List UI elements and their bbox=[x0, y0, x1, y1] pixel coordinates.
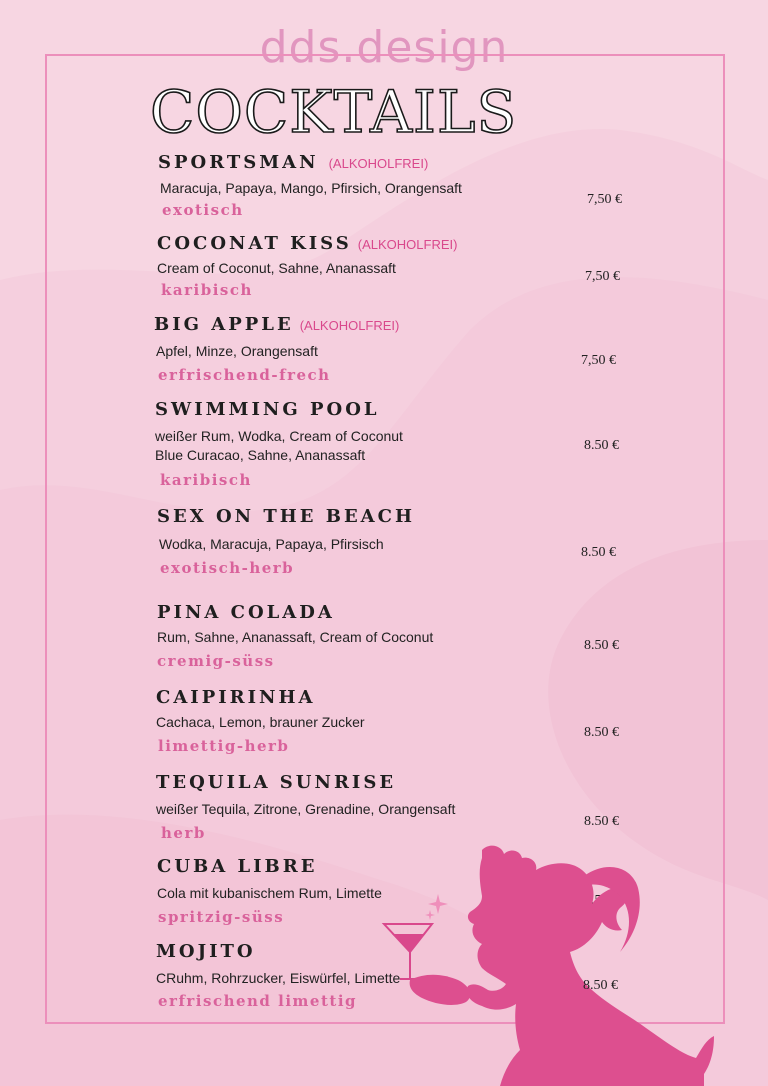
item-note: (ALKOHOLFREI) bbox=[328, 156, 429, 171]
item-price: 8.50 € bbox=[584, 438, 619, 453]
item-name: SPORTSMAN (ALKOHOLFREI) bbox=[158, 152, 429, 173]
item-taste: limettig-herb bbox=[158, 737, 290, 755]
item-taste: cremig-süss bbox=[157, 652, 275, 670]
item-name: SWIMMING POOL bbox=[155, 399, 380, 420]
item-name: CUBA LIBRE bbox=[157, 856, 318, 877]
item-price: 8.50 € bbox=[584, 725, 619, 740]
item-name: CAIPIRINHA bbox=[156, 687, 316, 708]
sparkle-icon bbox=[425, 894, 448, 920]
item-description: Maracuja, Papaya, Mango, Pfirsich, Orangensaft bbox=[160, 180, 462, 196]
item-taste: erfrischend-frech bbox=[158, 366, 331, 384]
menu-item bbox=[154, 314, 399, 384]
menu-item bbox=[157, 856, 382, 926]
girl-with-cocktail-silhouette bbox=[370, 840, 768, 1086]
menu-item bbox=[157, 602, 433, 670]
item-taste: herb bbox=[161, 824, 206, 842]
item-note: (ALKOHOLFREI) bbox=[299, 318, 400, 333]
item-taste: karibisch bbox=[161, 281, 253, 299]
item-name: PINA COLADA bbox=[157, 602, 335, 623]
item-price: 8.50 € bbox=[584, 638, 619, 653]
item-name: MOJITO bbox=[156, 941, 256, 962]
item-taste: exotisch-herb bbox=[160, 559, 295, 577]
item-taste: spritzig-süss bbox=[158, 908, 285, 926]
item-price: 7,50 € bbox=[587, 192, 622, 207]
item-taste: exotisch bbox=[162, 201, 244, 219]
item-description: Cachaca, Lemon, brauner Zucker bbox=[156, 714, 365, 730]
item-name: TEQUILA SUNRISE bbox=[156, 772, 397, 793]
menu-item bbox=[156, 941, 400, 1010]
menu-title: COCKTAILS bbox=[150, 78, 518, 146]
item-description: Apfel, Minze, Orangensaft bbox=[156, 343, 318, 359]
menu-item bbox=[156, 772, 455, 842]
item-description: Cola mit kubanischem Rum, Limette bbox=[157, 885, 382, 901]
item-price: 7,50 € bbox=[581, 353, 616, 368]
menu-item bbox=[157, 506, 415, 577]
item-note: (ALKOHOLFREI) bbox=[357, 237, 458, 252]
menu-item bbox=[156, 687, 365, 755]
item-price: 8.50 € bbox=[581, 545, 616, 560]
item-name: SEX ON THE BEACH bbox=[157, 506, 415, 527]
item-name: COCONAT KISS (ALKOHOLFREI) bbox=[157, 233, 458, 254]
item-taste: erfrischend limettig bbox=[158, 992, 357, 1010]
item-taste: karibisch bbox=[160, 471, 252, 489]
menu-item bbox=[158, 152, 462, 219]
item-description: Rum, Sahne, Ananassaft, Cream of Coconut bbox=[157, 629, 434, 645]
watermark: dds.design bbox=[259, 22, 509, 73]
item-price: 7,50 € bbox=[585, 269, 620, 284]
item-description: Blue Curacao, Sahne, Ananassaft bbox=[155, 447, 366, 463]
item-description: weißer Rum, Wodka, Cream of Coconut bbox=[155, 428, 403, 444]
item-description: Cream of Coconut, Sahne, Ananassaft bbox=[157, 260, 396, 276]
item-name: BIG APPLE (ALKOHOLFREI) bbox=[154, 314, 400, 335]
menu-item bbox=[157, 233, 457, 299]
menu-item bbox=[155, 399, 403, 489]
item-description: Wodka, Maracuja, Papaya, Pfirsisch bbox=[159, 536, 384, 552]
item-description: weißer Tequila, Zitrone, Grenadine, Orangensaft bbox=[156, 801, 456, 817]
item-price: 8.50 € bbox=[584, 814, 619, 829]
item-description: CRuhm, Rohrzucker, Eiswürfel, Limette bbox=[156, 970, 401, 986]
item-price: 8.50 € bbox=[583, 978, 618, 993]
